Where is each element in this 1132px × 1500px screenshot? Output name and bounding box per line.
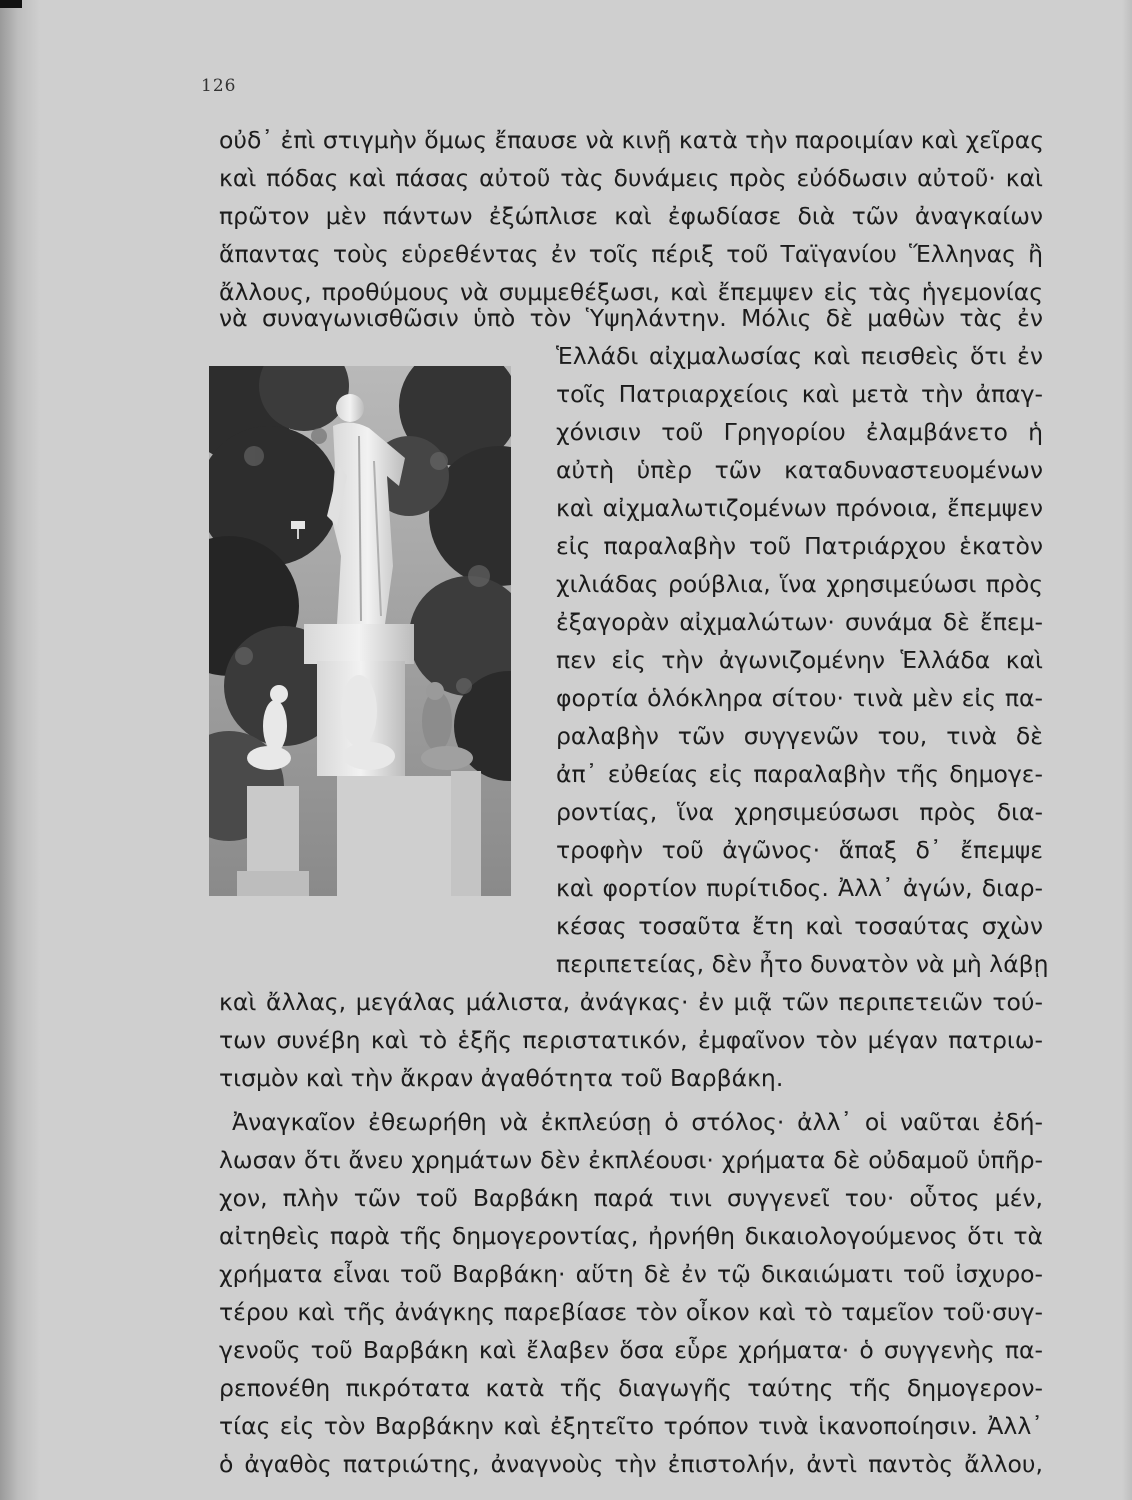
statue-photo [209,366,511,896]
text-line: λωσαν ὅτι ἄνευ χρημάτων δὲν ἐκπλέουσι· χρήματα δὲ οὐδαμοῦ ὑπῆρ- [219,1146,1043,1174]
text-line: ροντίας, ἵνα χρησιμεύσωσι πρὸς δια- [556,798,1043,826]
text-line: καὶ πόδας καὶ πάσας αὐτοῦ τὰς δυνάμεις πρὸς εὐόδωσιν αὐτοῦ· καὶ [219,164,1043,192]
text-line: τισμὸν καὶ τὴν ἄκραν ἀγαθότητα τοῦ Βαρβάκη. [219,1064,784,1092]
text-line: φορτία ὁλόκληρα σίτου· τινὰ μὲν εἰς πα- [556,684,1043,712]
text-line: ὁ ἀγαθὸς πατριώτης, ἀναγνοὺς τὴν ἐπιστολήν, ἀντὶ παντὸς ἄλλου, [219,1450,1043,1478]
text-line: νὰ συναγωνισθῶσιν ὑπὸ τὸν Ὑψηλάντην. Μόλις δὲ μαθὼν τὰς ἐν [219,304,1043,332]
paragraph-first-line: Ἀναγκαῖον ἐθεωρήθη νὰ ἐκπλεύσῃ ὁ στόλος· ἀλλ᾽ οἱ ναῦται ἐδή- [232,1108,1043,1136]
text-line: καὶ φορτίον πυρίτιδος. Ἀλλ᾽ ἀγών, διαρ- [556,874,1043,902]
text-line: αὐτὴ ὑπὲρ τῶν καταδυναστευομένων [556,456,1043,484]
page-gutter-shadow [0,0,40,1500]
text-line: χρήματα εἶναι τοῦ Βαρβάκη· αὕτη δὲ ἐν τῷ δικαιώματι τοῦ ἰσχυρο- [219,1260,1043,1288]
text-line: τοῖς Πατριαρχείοις καὶ μετὰ τὴν ἀπαγ- [556,380,1043,408]
text-line: τέρου καὶ τῆς ἀνάγκης παρεβίασε τὸν οἶκον καὶ τὸ ταμεῖον τοῦ·συγ- [219,1298,1043,1326]
text-line: αἰτηθεὶς παρὰ τῆς δημογεροντίας, ἠρνήθη δικαιολογούμενος ὅτι τὰ [219,1222,1043,1250]
text-line: τροφὴν τοῦ ἀγῶνος· ἅπαξ δ᾽ ἔπεμψε [556,836,1043,864]
text-line: ἄλλους, προθύμους νὰ συμμεθέξωσι, καὶ ἔπεμψεν εἰς τὰς ἡγεμονίας [219,278,1043,306]
text-line: καὶ ἄλλας, μεγάλας μάλιστα, ἀνάγκας· ἐν μιᾷ τῶν περιπετειῶν τού- [219,988,1043,1016]
text-line: των συνέβη καὶ τὸ ἑξῆς περιστατικόν, ἐμφαῖνον τὸν μέγαν πατριω- [219,1026,1043,1054]
text-line: ρεπονέθη πικρότατα κατὰ τῆς διαγωγῆς ταύτης τῆς δημογερον- [219,1374,1043,1402]
text-line: εἰς παραλαβὴν τοῦ Πατριάρχου ἑκατὸν [556,532,1043,560]
text-line: Ἑλλάδι αἰχμαλωσίας καὶ πεισθεὶς ὅτι ἐν [556,342,1043,370]
text-line: τίας εἰς τὸν Βαρβάκην καὶ ἐξητεῖτο τρόπον τινὰ ἱκανοποίησιν. Ἀλλ᾽ [219,1412,1043,1440]
text-line: χόνισιν τοῦ Γρηγορίου ἐλαμβάνετο ἡ [556,418,1043,446]
text-line: γενοῦς τοῦ Βαρβάκη καὶ ἔλαβεν ὅσα εὗρε χρήματα· ὁ συγγενὴς πα- [219,1336,1043,1364]
text-line: πεν εἰς τὴν ἀγωνιζομένην Ἑλλάδα καὶ [556,646,1043,674]
text-line: οὐδ᾽ ἐπὶ στιγμὴν ὅμως ἔπαυσε νὰ κινῇ κατὰ τὴν παροιμίαν καὶ χεῖρας [219,126,1045,154]
text-line: ἅπαντας τοὺς εὑρεθέντας ἐν τοῖς πέριξ τοῦ Ταϊγανίου Ἕλληνας ἢ [219,240,1043,268]
text-line: ἐξαγορὰν αἰχμαλώτων· συνάμα δὲ ἔπεμ- [556,608,1043,636]
text-line: ἀπ᾽ εὐθείας εἰς παραλαβὴν τῆς δημογε- [556,760,1043,788]
text-line: ραλαβὴν τῶν συγγενῶν του, τινὰ δὲ [556,722,1043,750]
text-line: καὶ αἰχμαλωτιζομένων πρόνοια, ἔπεμψεν [556,494,1043,522]
text-line: κέσας τοσαῦτα ἔτη καὶ τοσαύτας σχὼν [556,912,1043,940]
page-right-edge [1122,0,1132,1500]
text-line: χιλιάδας ρούβλια, ἵνα χρησιμεύωσι πρὸς [556,570,1043,598]
page-number: 126 [201,76,237,96]
text-line: χον, πλὴν τῶν τοῦ Βαρβάκη παρά τινι συγγενεῖ του· οὗτος μέν, [219,1184,1043,1212]
text-line: περιπετείας, δὲν ἦτο δυνατὸν νὰ μὴ λάβῃ [556,950,1049,978]
text-line: πρῶτον μὲν πάντων ἐξώπλισε καὶ ἐφωδίασε διὰ τῶν ἀναγκαίων [219,202,1043,230]
